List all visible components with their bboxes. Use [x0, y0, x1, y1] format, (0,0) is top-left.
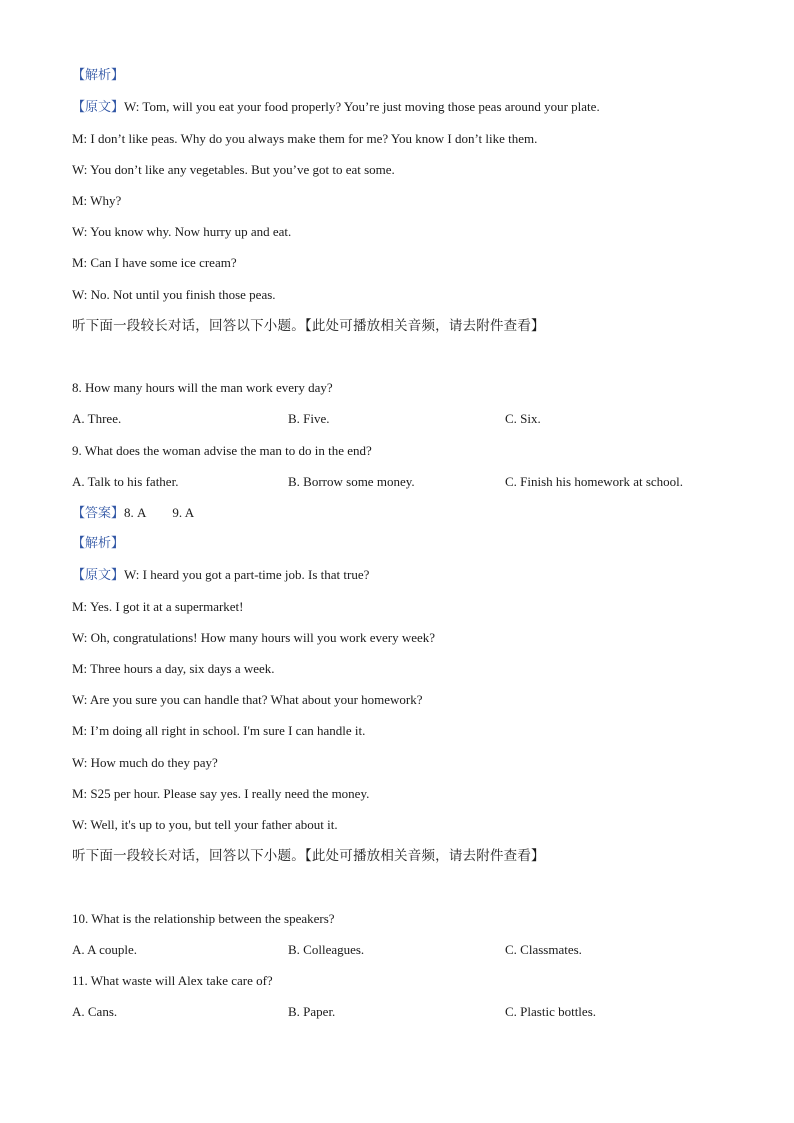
q10-option-c: C. Classmates.: [505, 942, 582, 957]
listening-instruction: 听下面一段较长对话，回答以下小题。【此处可播放相关音频，请去附件查看】: [72, 848, 545, 864]
dialogue-line: M: I’m doing all right in school. I'm sure I can handle it.: [72, 723, 366, 738]
dialogue-line: W: No. Not until you finish those peas.: [72, 287, 276, 302]
q8-option-c: C. Six.: [505, 411, 541, 426]
q11-option-c: C. Plastic bottles.: [505, 1004, 596, 1019]
q9-option-a: A. Talk to his father.: [72, 474, 179, 489]
q11-option-b: B. Paper.: [288, 1004, 336, 1019]
transcript-line: [72, 98, 600, 117]
answer-line: [72, 504, 194, 523]
question-11: 11. What waste will Alex take care of?: [72, 973, 273, 988]
dialogue-line: M: S25 per hour. Please say yes. I really need the money.: [72, 786, 370, 801]
answer-tag: 【答案】: [72, 506, 125, 521]
analysis-heading: 【解析】: [72, 536, 125, 551]
dialogue-text: W: I heard you got a part-time job. Is that true?: [124, 567, 370, 582]
dialogue-line: W: You don’t like any vegetables. But you’ve got to eat some.: [72, 162, 395, 177]
dialogue-line: M: Can I have some ice cream?: [72, 255, 237, 270]
dialogue-line: M: I don’t like peas. Why do you always make them for me? You know I don’t like them.: [72, 131, 538, 146]
question-9: 9. What does the woman advise the man to do in the end?: [72, 443, 372, 458]
q10-option-b: B. Colleagues.: [288, 942, 365, 957]
answer-8: 8. A: [124, 505, 147, 520]
dialogue-line: M: Three hours a day, six days a week.: [72, 661, 275, 676]
dialogue-line: W: Are you sure you can handle that? What about your homework?: [72, 692, 423, 707]
q10-option-a: A. A couple.: [72, 942, 137, 957]
dialogue-line: W: Well, it's up to you, but tell your father about it.: [72, 817, 338, 832]
question-8: 8. How many hours will the man work every day?: [72, 380, 333, 395]
dialogue-text: W: Tom, will you eat your food properly? You’re just moving those peas around your plate.: [124, 99, 600, 114]
analysis-heading: 【解析】: [72, 68, 125, 83]
dialogue-line: W: Oh, congratulations! How many hours will you work every week?: [72, 630, 436, 645]
dialogue-line: M: Why?: [72, 193, 122, 208]
transcript-tag: 【原文】: [72, 100, 125, 115]
q9-option-c: C. Finish his homework at school.: [505, 474, 684, 489]
listening-instruction: 听下面一段较长对话，回答以下小题。【此处可播放相关音频，请去附件查看】: [72, 318, 545, 334]
question-10: 10. What is the relationship between the speakers?: [72, 911, 335, 926]
q11-option-a: A. Cans.: [72, 1004, 118, 1019]
transcript-line: [72, 566, 369, 585]
dialogue-line: W: You know why. Now hurry up and eat.: [72, 224, 292, 239]
q8-option-b: B. Five.: [288, 411, 330, 426]
dialogue-line: W: How much do they pay?: [72, 755, 218, 770]
q9-option-b: B. Borrow some money.: [288, 474, 415, 489]
dialogue-line: M: Yes. I got it at a supermarket!: [72, 599, 244, 614]
transcript-tag: 【原文】: [72, 568, 125, 583]
q8-option-a: A. Three.: [72, 411, 122, 426]
answer-9: 9. A: [172, 505, 195, 520]
